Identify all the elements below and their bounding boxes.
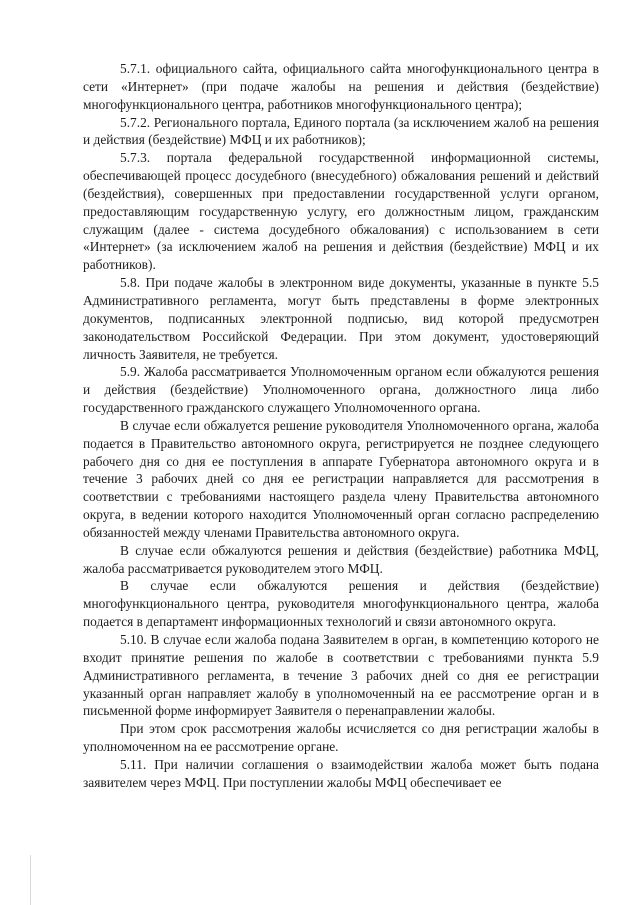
paragraph-5-10-term: При этом срок рассмотрения жалобы исчисляется со дня регистрации жалобы в уполномоченном на ее рассмотрение органе.: [83, 721, 599, 755]
paragraph-5-10: 5.10. В случае если жалоба подана Заявителем в орган, в компетенцию которого не входит принятие решения по жалобе в соответствии с требованиями пункта 5.9 Административного регламента, в течение 3 рабочих дней со дня ее регистрации указанный орган направляет жалобу в уполномоченный на ее рассмотрение орган и в письменной форме информирует Заявителя о перенаправлении жалобы.: [83, 632, 599, 719]
paragraph-5-7-1: 5.7.1. официального сайта, официального сайта многофункционального центра в сети «Интернет» (при подаче жалобы на решения и действия (бездействие) многофункционального центра, работников многофункционального центра);: [83, 61, 599, 112]
paragraph-5-7-3: 5.7.3. портала федеральной государственной информационной системы, обеспечивающей процесс досудебного (внесудебного) обжалования решений и действий (бездействия), совершенных при предоставлении государственной услуги органом, предоставляющим государственную услугу, его должностным лицом, гражданским служащим (далее - система досудебного обжалования) с использованием в сети «Интернет» (за исключением жалоб на решения и действия (бездействие) МФЦ и их работников).: [83, 150, 599, 273]
paragraph-5-11: 5.11. При наличии соглашения о взаимодействии жалоба может быть подана заявителем через МФЦ. При поступлении жалобы МФЦ обеспечивает ее: [83, 756, 599, 790]
paragraph-5-9-mfc-worker: В случае если обжалуются решения и действия (бездействие) работника МФЦ, жалоба рассматривается руководителем этого МФЦ.: [83, 542, 599, 576]
scan-edge-line: [30, 855, 31, 905]
paragraph-5-7-2: 5.7.2. Регионального портала, Единого портала (за исключением жалоб на решения и действия (бездействие) МФЦ и их работников);: [83, 114, 599, 148]
paragraph-5-8: 5.8. При подаче жалобы в электронном виде документы, указанные в пункте 5.5 Административного регламента, могут быть представлены в форме электронных документов, подписанных электронной подписью, вид которой предусмотрен законодательством Российской Федерации. При этом документ, удостоверяющий личность Заявителя, не требуется.: [83, 275, 599, 362]
paragraph-5-9: 5.9. Жалоба рассматривается Уполномоченным органом если обжалуются решения и действия (бездействие) Уполномоченного органа, должностного лица либо государственного гражданского служащего Уполномоченного органа.: [83, 364, 599, 416]
paragraph-5-9-head-complaint: В случае если обжалуется решение руководителя Уполномоченного органа, жалоба подается в Правительство автономного округа, регистрируется не позднее следующего рабочего дня со дня ее поступления в аппарате Губернатора автономного округа и в течение 3 рабочих дней со дня ее регистрации направляется для рассмотрения в соответствии с требованиями настоящего раздела члену Правительства автономного округа, в ведении которого находится Уполномоченный орган согласно распределению обязанностей между членами Правительства автономного округа.: [83, 417, 599, 540]
paragraph-5-9-mfc-head: В случае если обжалуются решения и действия (бездействие) многофункционального центра, руководителя многофункционального центра, жалоба подается в департамент информационных технологий и связи автономного округа.: [83, 578, 599, 630]
document-body: [83, 60, 599, 792]
